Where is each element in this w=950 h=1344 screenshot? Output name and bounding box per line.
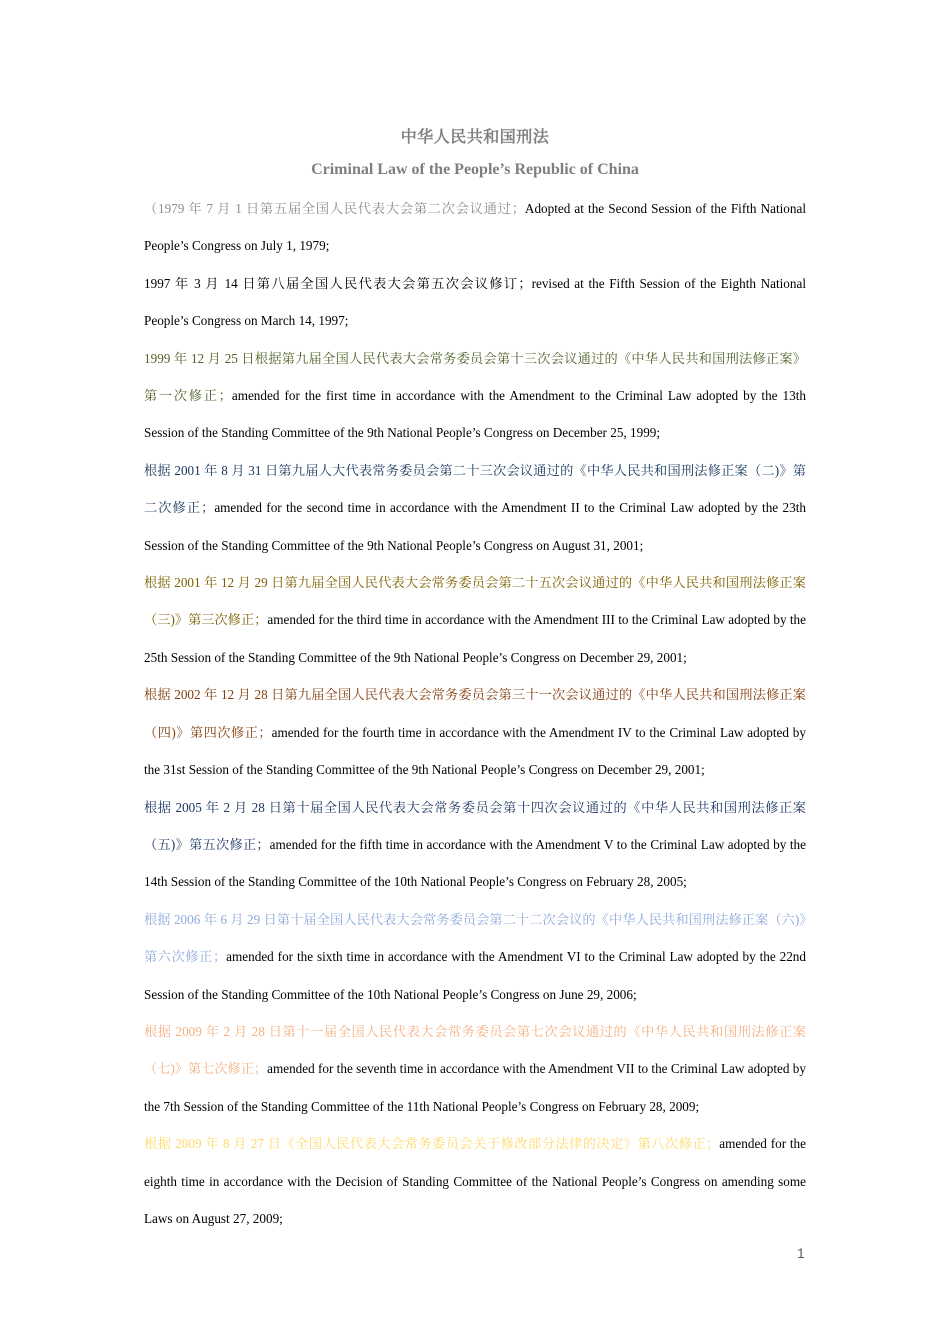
- paragraph-chinese-text: 1997 年 3 月 14 日第八届全国人民代表大会第五次会议修订；: [144, 275, 532, 291]
- paragraph-adoption-1979: [144, 190, 806, 265]
- paragraph-amendment-2: [144, 452, 806, 564]
- paragraph-amendment-7: [144, 1013, 806, 1125]
- paragraph-english-text: amended for the eighth time in accordance with the Decision of Standing Committee of the National People’s Congress on amending some Laws on August 27, 2009;: [144, 1136, 806, 1226]
- paragraph-chinese-text: 根据 2009 年 8 月 27 日《全国人民代表大会常务委员会关于修改部分法律的决定》第八次修正；: [144, 1136, 720, 1152]
- paragraph-amendment-6: [144, 901, 806, 1013]
- paragraph-chinese-text: 根据 2009 年 2 月 28 日第十一届全国人民代表大会常务委员会第七次会议通过的《中华人民共和国刑法修正案（七)》第七次修正；: [144, 1023, 806, 1077]
- paragraph-english-text: Adopted at the Second Session of the Fifth National People’s Congress on July 1, 1979;: [144, 201, 807, 254]
- paragraph-chinese-text: 根据 2002 年 12 月 28 日第九届全国人民代表大会常务委员会第三十一次会议通过的《中华人民共和国刑法修正案（四)》第四次修正；: [144, 687, 806, 740]
- paragraph-english-text: amended for the sixth time in accordance with the Amendment VI to the Criminal Law adopted by the 22nd Session of the Standing Committee of the 10th National People’s Congress on June 29, 2006;: [144, 949, 806, 1002]
- paragraph-english-text: amended for the second time in accordance with the Amendment II to the Criminal Law adopted by the 23th Session of the Standing Committee of the 9th National People’s Congress on August 31, 2001;: [144, 500, 807, 553]
- paragraph-chinese-text: 根据 2006 年 6 月 29 日第十届全国人民代表大会常务委员会第二十二次会议的《中华人民共和国刑法修正案（六)》第六次修正；: [144, 911, 806, 965]
- paragraph-chinese-text: 1999 年 12 月 25 日根据第九届全国人民代表大会常务委员会第十三次会议通过的《中华人民共和国刑法修正案》第一次修正；: [144, 350, 806, 404]
- paragraph-english-text: amended for the fifth time in accordance with the Amendment V to the Criminal Law adopted by the 14th Session of the Standing Committee of the 10th National People’s Congress on February 28, 2005;: [144, 836, 806, 890]
- paragraph-chinese-text: （1979 年 7 月 1 日第五届全国人民代表大会第二次会议通过；: [144, 201, 525, 216]
- paragraph-amendment-3: [144, 564, 806, 676]
- paragraph-amendment-8: [144, 1125, 806, 1237]
- paragraph-english-text: amended for the seventh time in accordance with the Amendment VII to the Criminal Law adopted by the 7th Session of the Standing Committee of the 11th National People’s Congress on February 28, 2009;: [144, 1061, 806, 1114]
- paragraph-chinese-text: 根据 2005 年 2 月 28 日第十届全国人民代表大会常务委员会第十四次会议通过的《中华人民共和国刑法修正案（五)》第五次修正；: [144, 799, 806, 852]
- paragraph-chinese-text: 根据 2001 年 8 月 31 日第九届人大代表常务委员会第二十三次会议通过的《中华人民共和国刑法修正案（二)》第二次修正；: [144, 462, 806, 516]
- paragraph-revision-1997: [144, 265, 806, 340]
- paragraph-english-text: revised at the Fifth Session of the Eighth National People’s Congress on March 14, 1997;: [144, 275, 806, 329]
- document-title-english: Criminal Law of the People’s Republic of China: [311, 161, 639, 178]
- paragraph-amendment-1: [144, 340, 806, 452]
- paragraph-chinese-text: 根据 2001 年 12 月 29 日第九届全国人民代表大会常务委员会第二十五次会议通过的《中华人民共和国刑法修正案（三)》第三次修正；: [144, 575, 806, 628]
- paragraph-english-text: amended for the first time in accordance with the Amendment to the Criminal Law adopted by the 13th Session of the Standing Committee of the 9th National People’s Congress on December 25, 1999;: [144, 388, 807, 441]
- document-title-chinese: 中华人民共和国刑法: [400, 129, 550, 146]
- paragraph-amendment-5: [144, 789, 806, 901]
- document-body: [144, 190, 806, 1237]
- paragraph-amendment-4: [144, 676, 806, 788]
- paragraph-english-text: amended for the third time in accordance with the Amendment III to the Criminal Law adopted by the 25th Session of the Standing Committee of the 9th National People’s Congress on December 29, 2001;: [144, 612, 806, 665]
- paragraph-english-text: amended for the fourth time in accordance with the Amendment IV to the Criminal Law adopted by the 31st Session of the Standing Committee of the 9th National People’s Congress on December 29, 2001;: [144, 724, 806, 778]
- page-number: 1: [797, 1245, 805, 1261]
